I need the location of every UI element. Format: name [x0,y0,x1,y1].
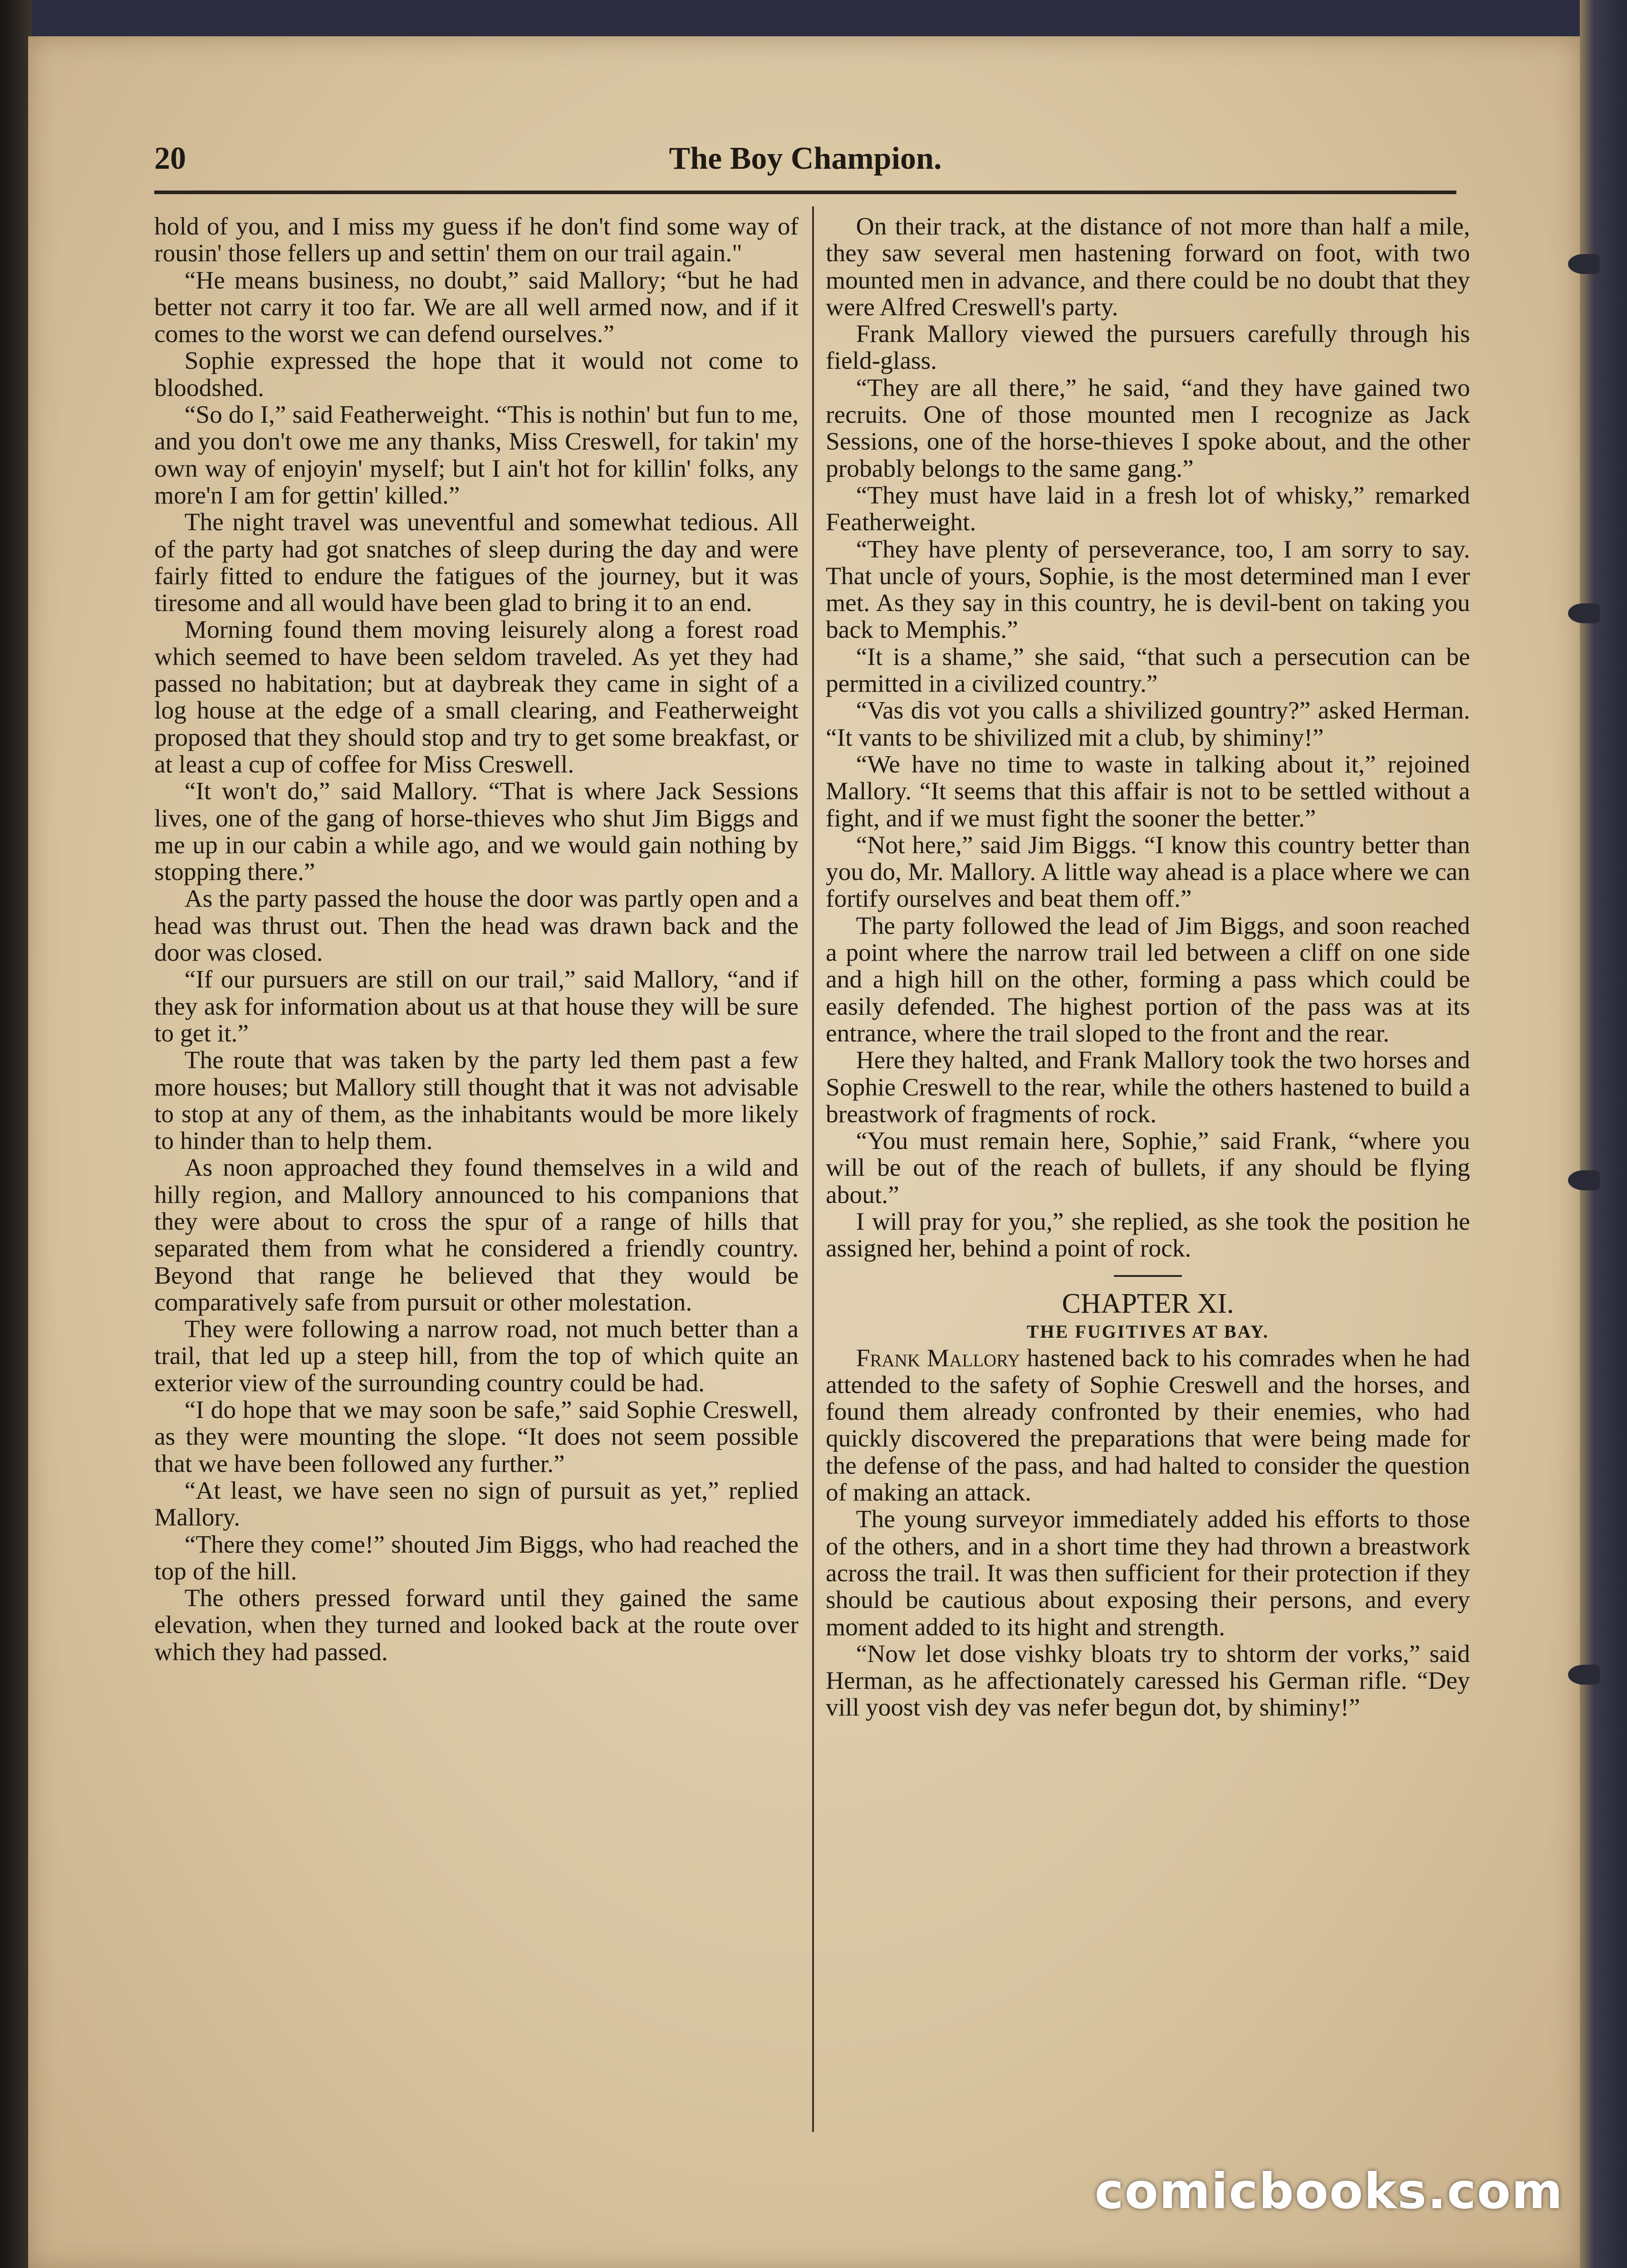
paragraph: “They have plenty of perseverance, too, I am sorry to say. That uncle of yours, Sophie, is the most determined man I ever met. As they say in this country, he is devil-bent on taking you back to Memphis.” [826,535,1470,644]
paragraph: “If our pursuers are still on our trail,” said Mallory, “and if they ask for information about us at that house they will be sure to get it.” [154,966,799,1047]
paragraph: “You must remain here, Sophie,” said Frank, “where you will be out of the reach of bullets, if any should be flying about.” [826,1127,1470,1209]
paragraph: The night travel was uneventful and somewhat tedious. All of the party had got snatches of sleep during the day and were fairly fitted to endure the fatigues of the journey, but it was tiresome and all would have been glad to bring it to an end. [154,508,799,617]
paragraph: “Vas dis vot you calls a shivilized gountry?” asked Herman. “It vants to be shivilized mit a club, by shiminy!” [826,697,1470,752]
paragraph: Morning found them moving leisurely along a forest road which seemed to have been seldom traveled. As yet they had passed no habitation; but at daybreak they came in sight of a log house at the edge of a small clearing, and Featherweight proposed that they should stop and try to get some breakfast, or at least a cup of coffee for Miss Creswell. [154,616,799,778]
page-number: 20 [154,141,186,176]
paragraph: Here they halted, and Frank Mallory took the two horses and Sophie Creswell to the rear, while the others hastened to build a breastwork of fragments of rock. [826,1046,1470,1128]
paragraph: As the party passed the house the door was partly open and a head was thrust out. Then the head was drawn back and the door was closed. [154,885,799,967]
header-rule [154,191,1456,194]
chapter-lead-paragraph [826,1345,1470,1506]
paragraph: I will pray for you,” she replied, as she took the position he assigned her, behind a point of rock. [826,1207,1470,1263]
paragraph: The party followed the lead of Jim Biggs, and soon reached a point where the narrow trail led between a cliff on one side and a high hill on the other, forming a pass which could be easily defended. The highest portion of the pass was at its entrance, where the trail sloped to the front and the rear. [826,912,1470,1047]
right-column [826,213,1470,1721]
binding-hole-3 [1568,1170,1600,1190]
paragraph: The others pressed forward until they gained the same elevation, when they turned and looked back at the route over which they had passed. [154,1584,799,1666]
paragraph: On their track, at the distance of not more than half a mile, they saw several men hastening forward on foot, with two mounted men in advance, and there could be no doubt that they were Alfred Creswell's party. [826,213,1470,321]
chapter-subtitle: THE FUGITIVES AT BAY. [1026,1321,1269,1342]
binding-hole-2 [1568,603,1600,623]
binding-spine [0,0,32,2268]
binding-hole-4 [1568,1665,1600,1685]
watermark: comicbooks.com [1094,2163,1563,2220]
binding-hole-1 [1568,254,1600,274]
page-edge [1580,0,1627,2268]
chapter-title: CHAPTER XI. [1062,1288,1234,1319]
paragraph: As noon approached they found themselves in a wild and hilly region, and Mallory announced to his companions that they were about to cross the spur of a range of hills that separated them from what he considered a friendly country. Beyond that range he believed that they would be comparatively safe from pursuit or other molestation. [154,1154,799,1316]
left-column [154,213,799,1666]
paragraph: “They are all there,” he said, “and they have gained two recruits. One of those mounted men I recognize as Jack Sessions, one of the horse-thieves I spoke about, and the other probably belongs to the same gang.” [826,374,1470,483]
paragraph: They were following a narrow road, not much better than a trail, that led up a steep hill, from the top of which quite an exterior view of the surrounding country could be had. [154,1315,799,1397]
lead-text: hastened back to his comrades when he had attended to the safety of Sophie Creswell and the horses, and found them already confronted by their enemies, who had quickly discovered the preparations that were being made for the defense of the pass, and had halted to consider the question of making an attack. [826,1344,1470,1507]
paragraph: “Not here,” said Jim Biggs. “I know this country better than you do, Mr. Mallory. A little way ahead is a place where we can fortify ourselves and beat them off.” [826,831,1470,913]
lead-name: Frank Mallory [856,1344,1020,1372]
paragraph: The route that was taken by the party led them past a few more houses; but Mallory still thought that it was not advisable to stop at any of them, as the inhabitants would be more likely to hinder than to help them. [154,1046,799,1155]
paragraph: “Now let dose vishky bloats try to shtorm der vorks,” said Herman, as he affectionately caressed his German rifle. “Dey vill yoost vish dey vas nefer begun dot, by shiminy!” [826,1640,1470,1722]
paragraph: “There they come!” shouted Jim Biggs, who had reached the top of the hill. [154,1530,799,1585]
paragraph: Sophie expressed the hope that it would not come to bloodshed. [154,347,799,402]
paragraph: “At least, we have seen no sign of pursuit as yet,” replied Mallory. [154,1476,799,1532]
paragraph: “They must have laid in a fresh lot of whisky,” remarked Featherweight. [826,481,1470,537]
paragraph: “He means business, no doubt,” said Mallory; “but he had better not carry it too far. We are all well armed now, and if it comes to the worst we can defend ourselves.” [154,266,799,348]
paragraph: hold of you, and I miss my guess if he don't find some way of rousin' those fellers up and settin' them on our trail again." [154,213,799,268]
page-header [154,136,1456,200]
paragraph: “So do I,” said Featherweight. “This is nothin' but fun to me, and you don't owe me any thanks, Miss Creswell, for takin' my own way of enjoyin' myself; but I ain't hot for killin' folks, any more'n I am for gettin' killed.” [154,401,799,509]
paragraph: “It is a shame,” she said, “that such a persecution can be permitted in a civilized country.” [826,643,1470,698]
paragraph: “It won't do,” said Mallory. “That is where Jack Sessions lives, one of the gang of horse-thieves who shut Jim Biggs and me up in our cabin a while ago, and we would gain nothing by stopping there.” [154,777,799,886]
paragraph: Frank Mallory viewed the pursuers carefully through his field-glass. [826,320,1470,375]
paragraph: “We have no time to waste in talking about it,” rejoined Mallory. “It seems that this affair is not to be settled without a fight, and if we must fight the sooner the better.” [826,750,1470,832]
running-title: The Boy Champion. [669,141,942,176]
chapter-separator [1114,1275,1182,1277]
column-divider [812,206,814,2132]
paragraph: The young surveyor immediately added his efforts to those of the others, and in a short time they had thrown a breastwork across the trail. It was then sufficient for their protection if they should be cautious about exposing their persons, and every moment added to its hight and strength. [826,1505,1470,1641]
paragraph: “I do hope that we may soon be safe,” said Sophie Creswell, as they were mounting the slope. “It does not seem possible that we have been followed any further.” [154,1396,799,1478]
